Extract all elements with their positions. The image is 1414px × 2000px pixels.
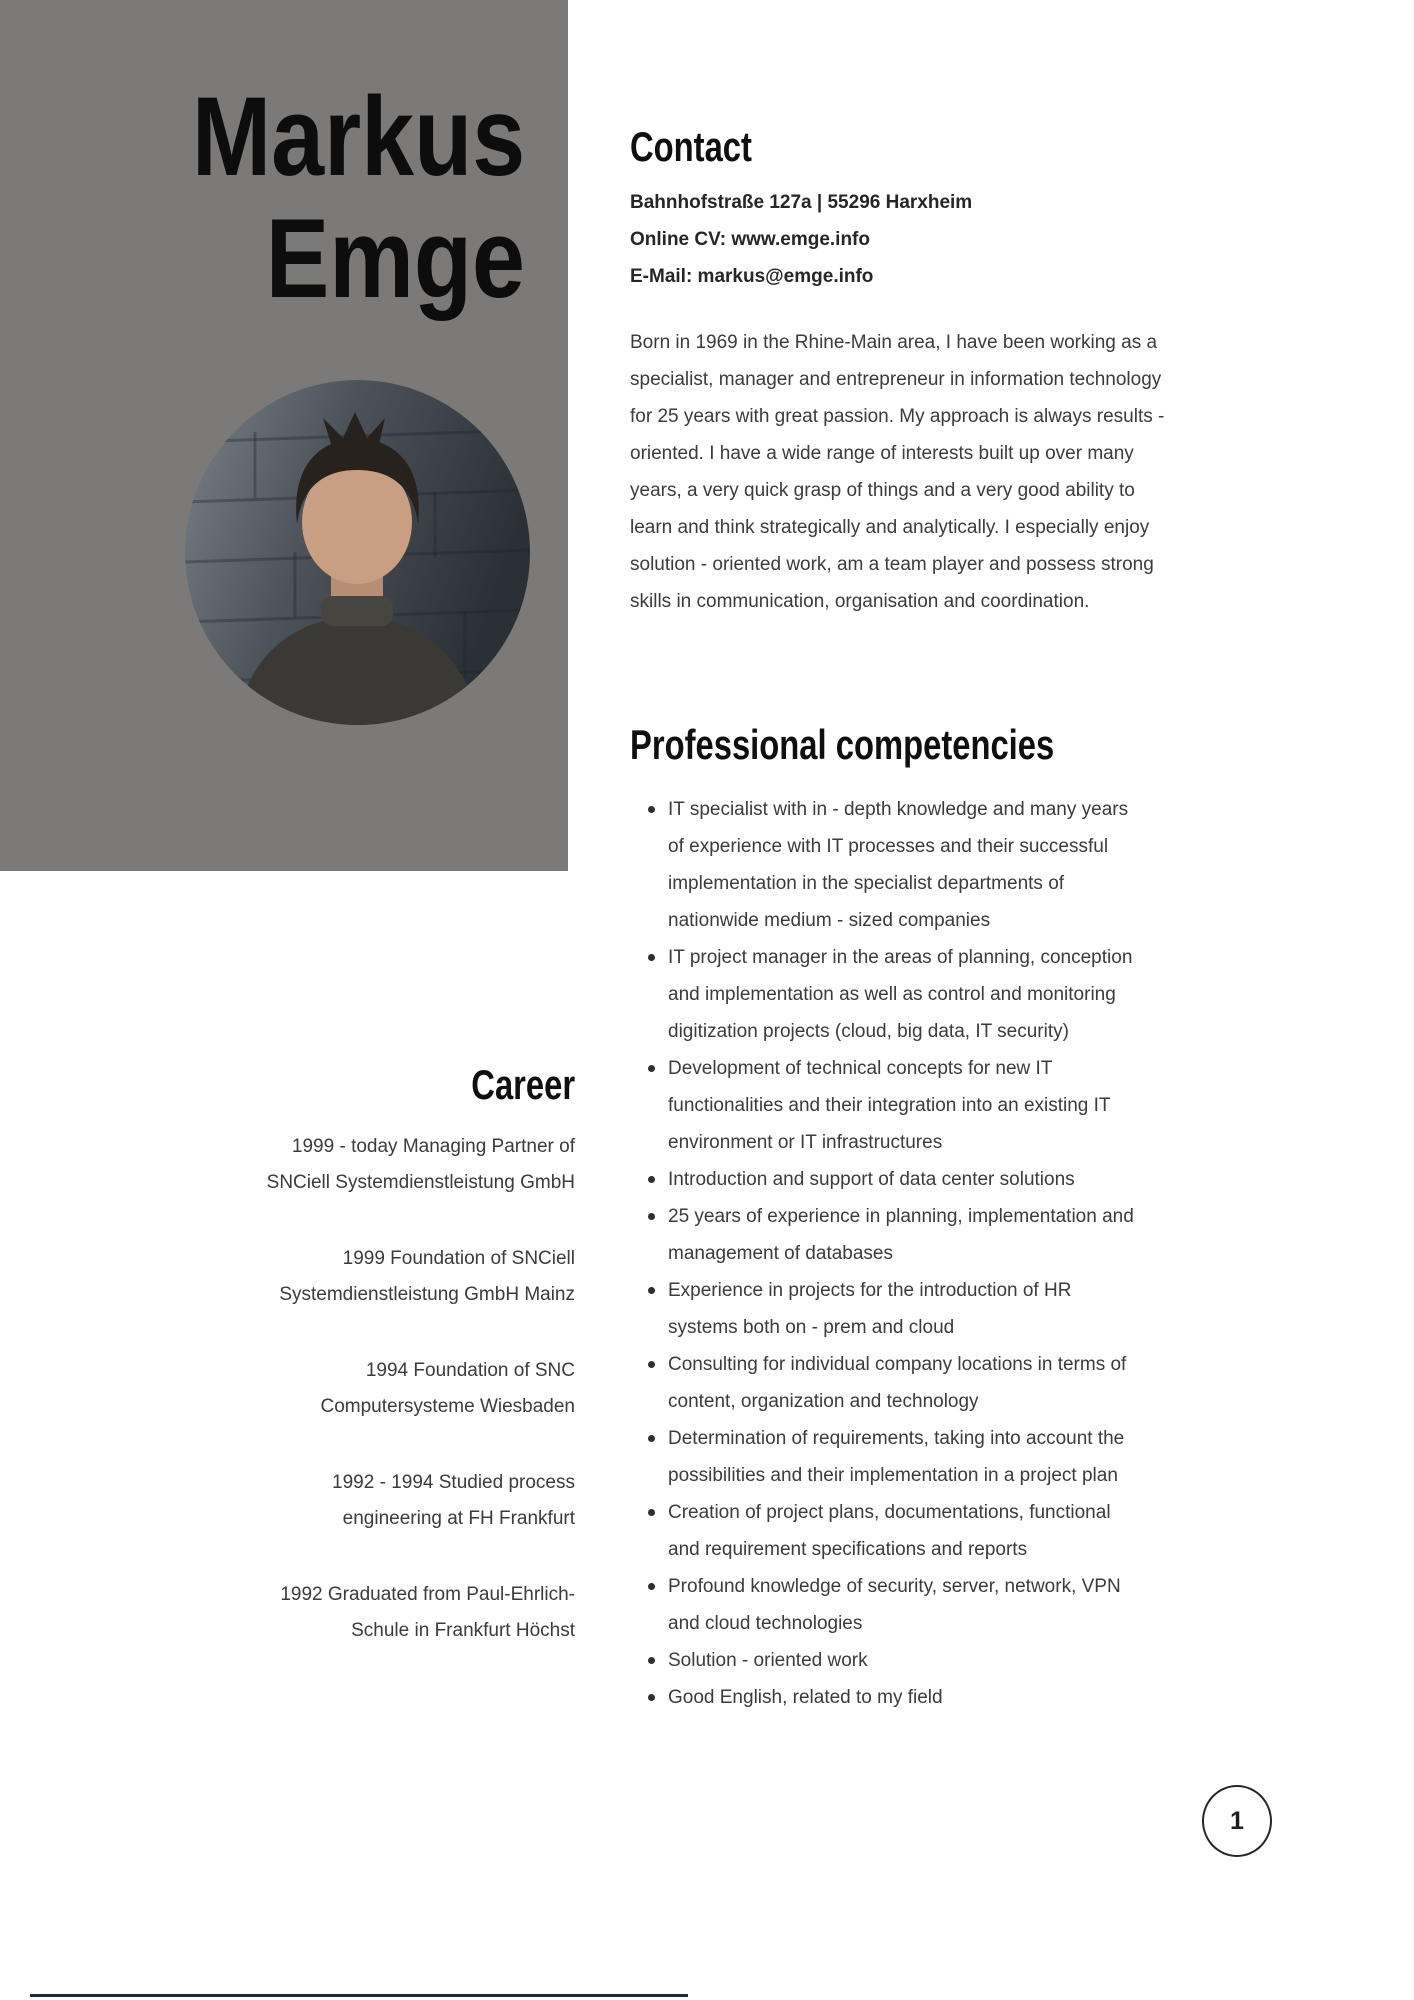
person-name [0, 76, 525, 320]
career-entries [0, 1129, 575, 1689]
contact-address: Bahnhofstraße 127a | 55296 Harxheim [630, 192, 973, 213]
page-number-badge [1202, 1785, 1272, 1857]
competency-item: 25 years of experience in planning, implementation and management of databases [630, 1198, 1142, 1272]
competency-item: Solution - oriented work [630, 1642, 1142, 1679]
competency-item: Good English, related to my field [630, 1679, 1142, 1716]
career-entry: 1992 Graduated from Paul-Ehrlich-Schule in Frankfurt Höchst [280, 1584, 575, 1641]
competency-item: Creation of project plans, documentations, functional and requirement specifications and reports [630, 1494, 1142, 1568]
competencies-section-heading [630, 722, 1174, 768]
contact-email: E-Mail: markus@emge.info [630, 266, 874, 287]
contact-heading-text: Contact [630, 123, 752, 170]
competency-item: Profound knowledge of security, server, network, VPN and cloud technologies [630, 1568, 1142, 1642]
competency-item: IT project manager in the areas of planning, conception and implementation as well as control and monitoring digitization projects (cloud, big data, IT security) [630, 939, 1142, 1050]
competency-item: Consulting for individual company locations in terms of content, organization and technology [630, 1346, 1142, 1420]
contact-details [630, 184, 972, 295]
name-line-first [0, 76, 525, 198]
page-number: 1 [1230, 1806, 1244, 1835]
career-section-heading [0, 1062, 575, 1108]
career-heading-text: Career [471, 1061, 575, 1108]
sidebar [0, 0, 568, 871]
career-entry: 1999 Foundation of SNCiell Systemdienstleistung GmbH Mainz [279, 1248, 575, 1305]
footer-rule [30, 1994, 688, 1997]
career-entry: 1994 Foundation of SNC Computersysteme Wiesbaden [320, 1360, 575, 1417]
profile-text: Born in 1969 in the Rhine-Main area, I have been working as a specialist, manager and entrepreneur in information technology for 25 years with great passion. My approach is always results - oriented. I have a wide range of interests built up over many years, a very quick grasp of things and a very good ability to learn and think strategically and analytically. I especially enjoy solution - oriented work, am a team player and possess strong skills in communication, organisation and coordination. [630, 332, 1165, 612]
competency-item: Experience in projects for the introduction of HR systems both on - prem and cloud [630, 1272, 1142, 1346]
career-entry: 1992 - 1994 Studied process engineering at FH Frankfurt [332, 1472, 575, 1529]
contact-section-heading [630, 124, 786, 170]
first-name: Markus [191, 74, 525, 199]
competency-item: Determination of requirements, taking into account the possibilities and their implementation in a project plan [630, 1420, 1142, 1494]
career-entry: 1999 - today Managing Partner of SNCiell Systemdienstleistung GmbH [266, 1136, 575, 1193]
profile-photo [185, 380, 530, 725]
name-line-last [0, 198, 525, 320]
competency-item: Introduction and support of data center solutions [630, 1161, 1142, 1198]
competency-item: Development of technical concepts for new IT functionalities and their integration into an existing IT environment or IT infrastructures [630, 1050, 1142, 1161]
contact-online-cv: Online CV: www.emge.info [630, 229, 870, 250]
competencies-heading-text: Professional competencies [630, 721, 1055, 768]
portrait-illustration [185, 380, 530, 725]
competencies-list [630, 791, 1142, 1716]
last-name: Emge [265, 196, 525, 321]
competency-item: IT specialist with in - depth knowledge and many years of experience with IT processes and their successful implementation in the specialist departments of nationwide medium - sized companies [630, 791, 1142, 939]
